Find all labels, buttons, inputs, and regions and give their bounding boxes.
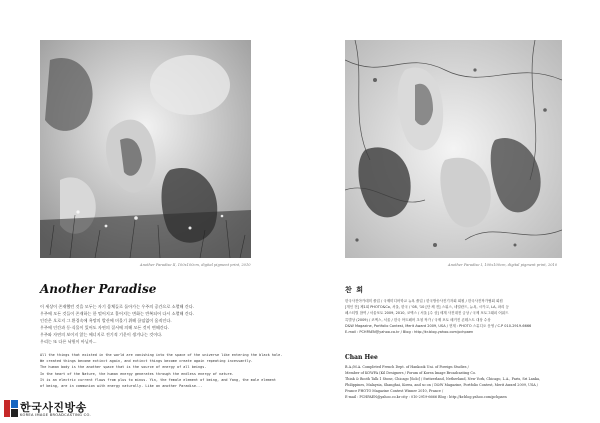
artwork-another-paradise-2 <box>40 40 251 258</box>
bio-korean-line: 페스티벌 참여 / 서울포토 2009, 2010, 코엑스 / 서울 [수 상] 세계 사진대전 금상 / 국제 포토그래피 어워드 <box>345 311 509 316</box>
artwork-right-image <box>345 40 562 258</box>
korean-line: 우주에 인간과 동·식물이 있어도 자연의 질서에 의해 모든 것이 변해간다. <box>40 325 169 330</box>
publisher-logo <box>4 399 124 421</box>
korean-line: 우리는 또 다른 낙원이 아닐까... <box>40 339 97 344</box>
bio-korean-line: [개인 전] 제1회 PHOTO&Co, 서울, 한국 / '08, '10 [단 체 전] 스위스, 네덜란드, 뉴욕, 시카고, LA, 파리 등 <box>345 305 510 310</box>
bio-english-line: Philippines, Malaysia, Shanghai, Korea, and so on / D&W Magazine, Portfolio Contest, Merit Award 2009, USA / <box>345 383 538 387</box>
artwork-left-image <box>40 40 251 258</box>
bio-korean-line: 특별상 (2009) / 코엑스, 서울 / 한국 아트페어 초청 작가 / 국제 포토 매거진 콘테스트 대상 수상 <box>345 317 491 322</box>
artwork-left-caption: Another Paradise II, 100x100cm, digital pigment print, 2010 <box>140 263 251 267</box>
bio-korean-line: E-mail : PCHPAEN@yahoo.co.kr / Blog : http://kr.blog.yahoo.com/pchpaen <box>345 330 474 335</box>
english-line: of being, are in communion with energy naturally. Like an another Paradise... <box>40 384 203 389</box>
english-line: All the things that existed in the world are vanishing into the space of the universe like entering the black hole. <box>40 353 283 357</box>
bio-korean-line: 한국사진아카데미 졸업 / 국제미디어학교 뉴욕 졸업 / 한국방송사진기자회 회원 / 한국사진작가협회 회원 <box>345 299 503 303</box>
artwork-right-caption: Another Paradise I, 100x100cm, digital pigment print, 2010 <box>448 263 558 267</box>
logo-name: 한국사진방송 <box>20 401 87 414</box>
korean-line: 우주에 모든 것들이 존재하는 한 떨어지고 흩어지는 변화는 반복되어 다시 소멸해 간다. <box>40 311 195 316</box>
bio-english-line: France PHOTO Magazine Contest Winner 2010, France / <box>345 389 444 393</box>
english-line: In the heart of the Nature, the human energy generates through the endless energy of nature. <box>40 371 234 376</box>
english-line: We created things become extinct again, and extinct things become create again repeating incessantly. <box>40 359 253 364</box>
bio-korean-line: D&W Magazine, Portfolio Contest, Merit Award 2009, USA / 현재 : PHOTO 스튜디오 운영 / C.P 010-2919-6666 <box>345 323 532 328</box>
bio-english <box>345 364 575 400</box>
bio-english-line: E-mail : PCHPAEN@yahoo.co.kr city : 010-2919-6666 Blog : http://kr.blog.yahoo.com/pchpaen <box>345 395 507 399</box>
logo-subtitle: KOREA IMAGE BROADCASTING CO. <box>20 413 91 417</box>
english-paragraph <box>40 352 330 389</box>
bio-korean <box>345 298 575 335</box>
korean-line: 이 세상이 존재했던 것을 모두는 자기 몸체들로 돌아가는 우주의 공간으로 소멸해 간다. <box>40 304 195 309</box>
page-title: Another Paradise <box>40 282 157 296</box>
korean-line: 인간은 오로지 그 환경속에 욕망의 발산에 머물기 위해 끊임없이 움직인다. <box>40 318 172 323</box>
bio-name-english: Chan Hee <box>345 354 378 361</box>
bio-english-line: B.A./M.A. Completed French Dept. of Hankook Uni. of Foreign Studies / <box>345 365 469 369</box>
bio-name-korean: 찬 희 <box>345 286 364 294</box>
bio-english-line: Think & Booth Talk 1 Stone, Chicago [Solo] / Switzerland, Netherland, New York, Chicago, L.A., Paris, Sri Lanka, <box>345 377 541 381</box>
english-line: It is an electric current flows from plus to minus. Yin, the female element of being, and Yang, the male element <box>40 377 277 382</box>
english-line: The human body is the another space that is the source of energy of all beings. <box>40 365 207 370</box>
korean-paragraph <box>40 303 300 345</box>
camera-flag-icon <box>4 400 18 417</box>
artwork-another-paradise-1 <box>345 40 562 258</box>
bio-english-line: Member of KOWPA (Kil Designers / Forum of Korea Image Broadcasting Co. <box>345 371 477 375</box>
korean-line: 우주와 자연의 보이지 않는 에너지로 전기적 기운이 생겨나는 것이다. <box>40 332 163 337</box>
